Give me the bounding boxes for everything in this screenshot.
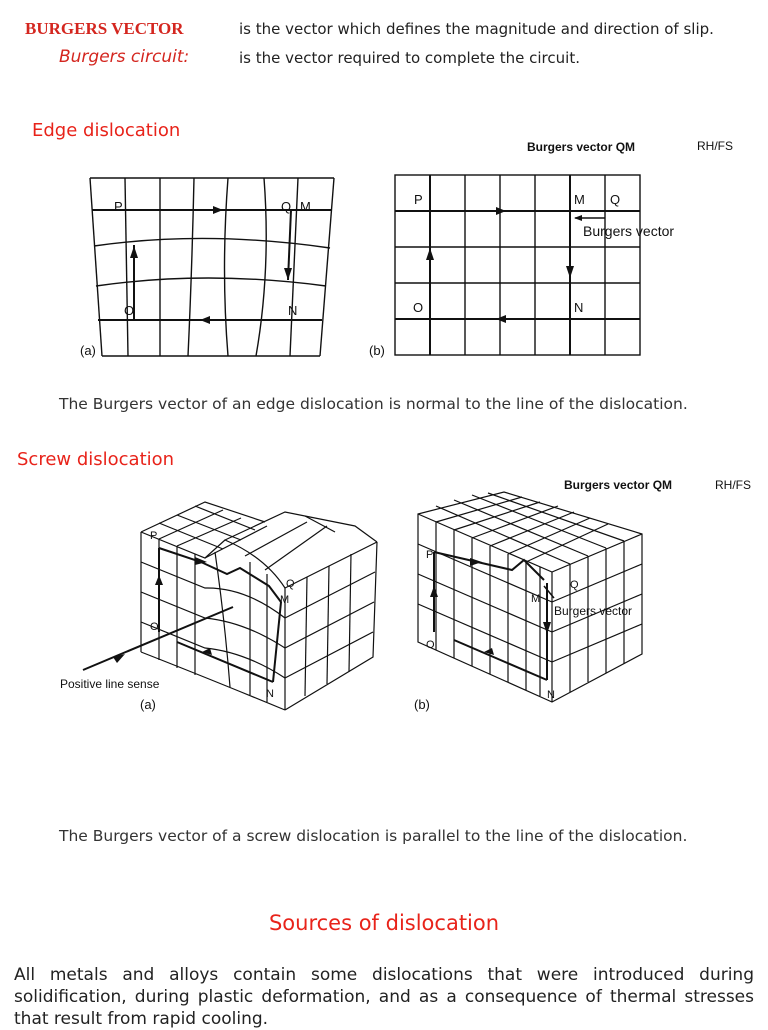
edge-a-point-p: P (114, 199, 123, 214)
edge-a-point-m: M (300, 199, 311, 214)
edge-b-point-n: N (574, 300, 584, 315)
screw-burgers-vector-label: Burgers vector QM (564, 478, 673, 492)
burgers-circuit-term: Burgers circuit: (59, 47, 190, 67)
burgers-vector-term: BURGERS VECTOR (25, 19, 184, 38)
screw-a-point-p: P (150, 530, 158, 542)
screw-b-point-m: M (531, 593, 541, 605)
screw-a-line-sense-label: Positive line sense (60, 677, 160, 691)
edge-b-label: (b) (369, 343, 385, 358)
edge-a-point-q: Q (281, 199, 292, 214)
sources-paragraph-line-2: solidification, during plastic deformation, and as a consequence of thermal stresses (14, 987, 754, 1007)
edge-b-point-q: Q (610, 192, 621, 207)
screw-dislocation-figure-a (55, 482, 385, 722)
edge-caption: The Burgers vector of an edge dislocation is normal to the line of the dislocation. (59, 395, 688, 413)
screw-b-burgers-vector-text: Burgers vector (554, 604, 633, 618)
screw-a-label: (a) (140, 697, 156, 712)
screw-a-point-n: N (266, 688, 274, 700)
screw-convention-label: RH/FS (715, 478, 751, 492)
screw-a-point-q: Q (286, 578, 295, 590)
edge-dislocation-figure-b (366, 170, 675, 365)
screw-b-label: (b) (414, 697, 430, 712)
edge-b-point-m: M (574, 192, 585, 207)
edge-dislocation-heading: Edge dislocation (32, 120, 181, 141)
screw-b-point-p: P (426, 549, 434, 561)
screw-dislocation-heading: Screw dislocation (17, 449, 175, 470)
sources-heading: Sources of dislocation (268, 911, 500, 935)
edge-burgers-vector-label: Burgers vector QM (527, 140, 636, 154)
edge-b-point-p: P (414, 192, 423, 207)
screw-dislocation-figure-b (404, 482, 654, 722)
burgers-circuit-definition: is the vector required to complete the circuit. (239, 49, 580, 67)
edge-dislocation-figure-a (76, 170, 341, 365)
sources-paragraph-line-3: that result from rapid cooling. (14, 1009, 269, 1029)
screw-b-point-n: N (547, 689, 555, 701)
screw-a-point-m: M (280, 594, 290, 606)
screw-b-point-o: O (426, 639, 435, 651)
edge-b-point-o: O (413, 300, 424, 315)
sources-paragraph-line-1: All metals and alloys contain some dislocations that were introduced during (14, 965, 754, 985)
edge-a-label: (a) (80, 343, 96, 358)
edge-convention-label: RH/FS (697, 139, 733, 153)
screw-a-point-o: O (150, 621, 159, 633)
edge-b-burgers-vector-text: Burgers vector (583, 223, 675, 239)
screw-caption: The Burgers vector of a screw dislocation is parallel to the line of the dislocation. (59, 827, 688, 845)
screw-b-point-q: Q (570, 579, 579, 591)
edge-a-point-o: O (124, 303, 135, 318)
burgers-vector-definition: is the vector which defines the magnitude and direction of slip. (239, 20, 714, 38)
edge-a-point-n: N (288, 303, 298, 318)
